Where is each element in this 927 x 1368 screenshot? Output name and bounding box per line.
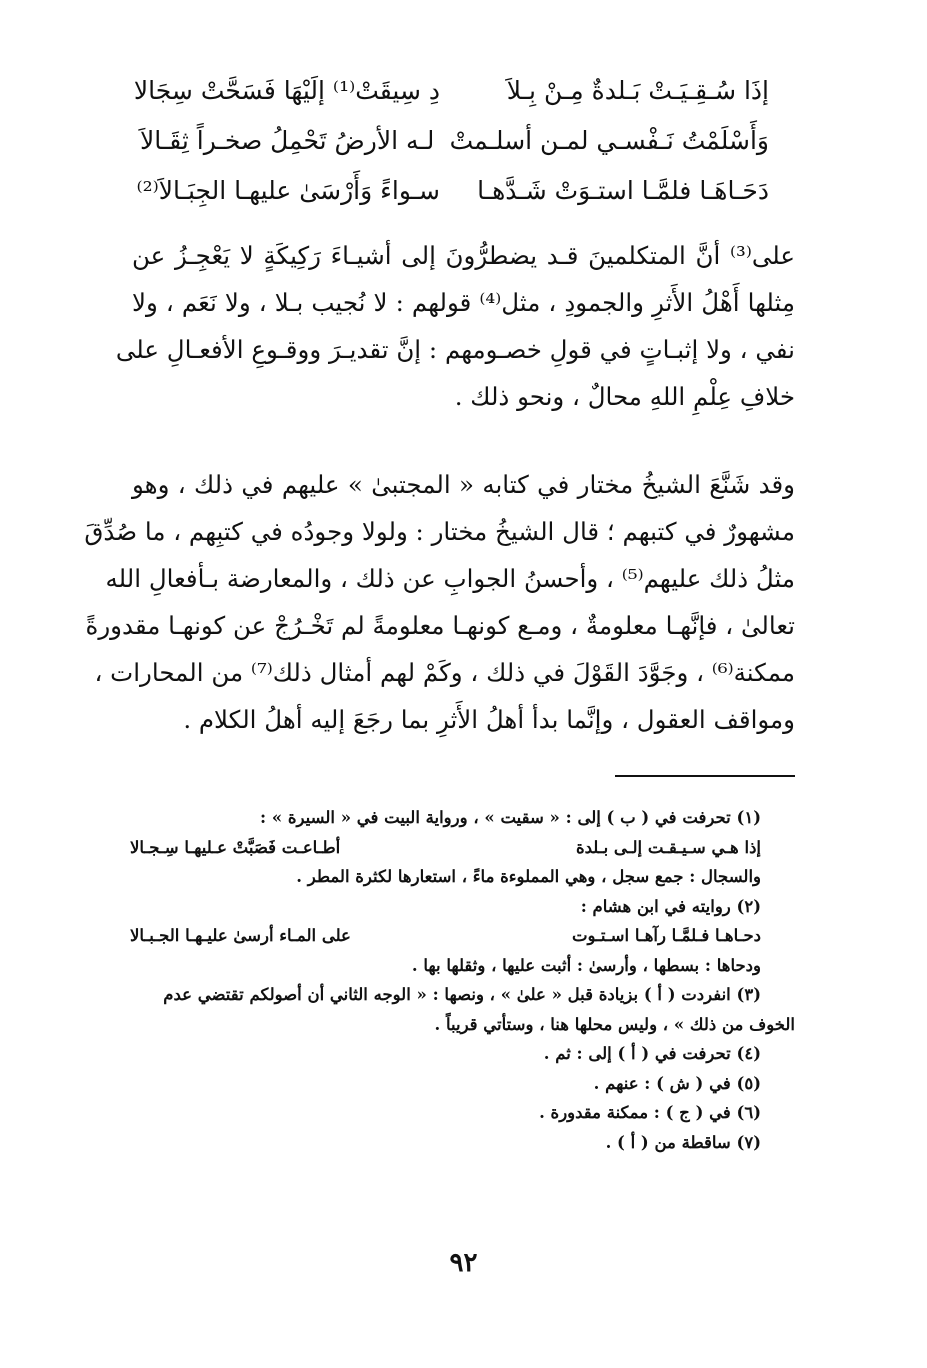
verse-3	[136, 166, 769, 216]
paragraph-2-line: مشهورٌ في كتبهم ؛ قال الشيخُ مختار : ولولا وجودُه في كتبِهم ، ما صُدِّقَ	[84, 517, 795, 546]
footnote-1-verse-second: أطـاعـت فَصَبَّتْ عـليهـا سِـجـالا	[130, 837, 341, 857]
verse-2-second-hemistich: لـه الأرضُ تَحْمِلُ صخـراً ثِقَـالاَ	[140, 126, 435, 155]
paragraph-2-line: تعالىٰ ، فإنَّهـا معلومةٌ ، ومـع كونهـا معلومةً لم تَخْـرُجْ عن كونهـا مقدورةً	[85, 611, 795, 640]
paragraph-1-line: على⁽³⁾ أنَّ المتكلمينَ قـد يضطرُّونَ إلى أشيـاءَ رَكِيكَةٍ لا يَعْجِـزُ عن	[132, 241, 795, 270]
paragraph-2	[84, 461, 795, 743]
verse-3-first-hemistich: دَحَـاهَـا فلمَّـا استـوَتْ شَـدَّهـا	[477, 176, 769, 205]
footnote-2-gloss: ودحاها : بسطها ، وأرسىٰ : أثبت عليها ، وثقلها بها .	[411, 955, 761, 975]
paragraph-1	[115, 232, 795, 420]
footnote-6: (٦) في ( ج ) : ممكنة مقدورة .	[539, 1103, 761, 1122]
footnote-3: (٣) انفردت ( أ ) بزيادة قبل « علىٰ » ، ونصها : « الوجه الثاني أن أصولكم تقتضي عدم	[163, 985, 761, 1004]
footnote-7: (٧) ساقطة من ( أ ) .	[605, 1132, 761, 1152]
footnotes	[130, 803, 795, 1157]
verse-2	[140, 116, 769, 166]
verse-1-first-hemistich: إذَا سُـقِـيَـتْ بَـلدةٌ مِـنْ بِـلاَ	[506, 76, 769, 105]
paragraph-1-line: خلافِ عِلْمِ اللهِ محالٌ ، ونحو ذلك .	[454, 382, 795, 411]
verse-1	[133, 66, 769, 116]
paragraph-2-line: ومواقف العقول ، وإنَّما بدأ أهلُ الأَثرِ بما رجَعَ إليه أهلُ الكلام .	[183, 705, 795, 734]
verse-3-second-hemistich: سـواءً وَأَرْسَىٰ عليهـا الجِبَـالاَ⁽²⁾	[136, 176, 440, 205]
page-number: ٩٢	[449, 1248, 478, 1278]
footnote-2: (٢) روايته في ابن هشام :	[580, 896, 761, 916]
paragraph-1-line: نفي ، ولا إثبـاتٍ في قولِ خصـومهم : إنَّ تقديـرَ ووقـوعِ الأفعـالِ على	[115, 335, 795, 364]
paragraph-2-line: مثلُ ذلك عليهم⁽⁵⁾ ، وأحسنُ الجوابِ عن ذلك ، والمعارضة بـأفعالِ الله	[105, 564, 795, 593]
footnote-1-verse-first: إذا هـي سـيـقـت إلـى بـلدة	[575, 837, 761, 857]
footnote-2-verse	[130, 921, 761, 951]
verse-1-second-hemistich: دِ سِيقَتْ⁽¹⁾ إلَيْهَا فَسَحَّتْ سِجَالا	[133, 76, 440, 105]
paragraph-1-line: مِثلها أَهْلُ الأَثرِ والجمودِ ، مثل⁽⁴⁾ قولهم : لا نُجيب بـلا ، ولا نَعَم ، ولا	[132, 288, 795, 317]
footnote-separator	[615, 775, 795, 777]
footnote-2-verse-first: دحـاهـا فـلمَّـا رآهـا اسـتـوت	[571, 926, 761, 945]
footnote-1-verse	[130, 833, 761, 863]
footnote-1: (١) تحرفت في ( ب ) إلى : « سقيت » ، ورواية البيت في « السيرة » :	[260, 808, 761, 827]
footnote-1-gloss: والسجال : جمع سجل ، وهي المملوءة ماءً ، استعارها لكثرة المطر .	[296, 867, 761, 886]
verse-2-first-hemistich: وَأَسْلَمْتُ نَـفْسـي لمـن أسلـمتْ	[449, 126, 769, 155]
paragraph-2-line: وقد شَنَّعَ الشيخُ مختار في كتابه « المجتبىٰ » عليهم في ذلك ، وهو	[132, 470, 795, 499]
poem-block	[133, 66, 769, 216]
footnote-4: (٤) تحرفت في ( أ ) إلى : ثم .	[543, 1044, 761, 1063]
footnote-3-continued: الخوف من ذلك » ، وليس محلها هنا ، وستأتي قريباً .	[434, 1014, 795, 1034]
footnote-5: (٥) في ( ش ) : عنهم .	[593, 1073, 761, 1093]
paragraph-2-line: ممكنة⁽⁶⁾ ، وجَوَّدَ القَوْلَ في ذلك ، وكَمْ لهم أمثال ذلك⁽⁷⁾ من المحارات ،	[94, 658, 795, 687]
footnote-2-verse-second: على المـاء أرسىٰ عليـهـا الجـبـالا	[130, 926, 351, 945]
